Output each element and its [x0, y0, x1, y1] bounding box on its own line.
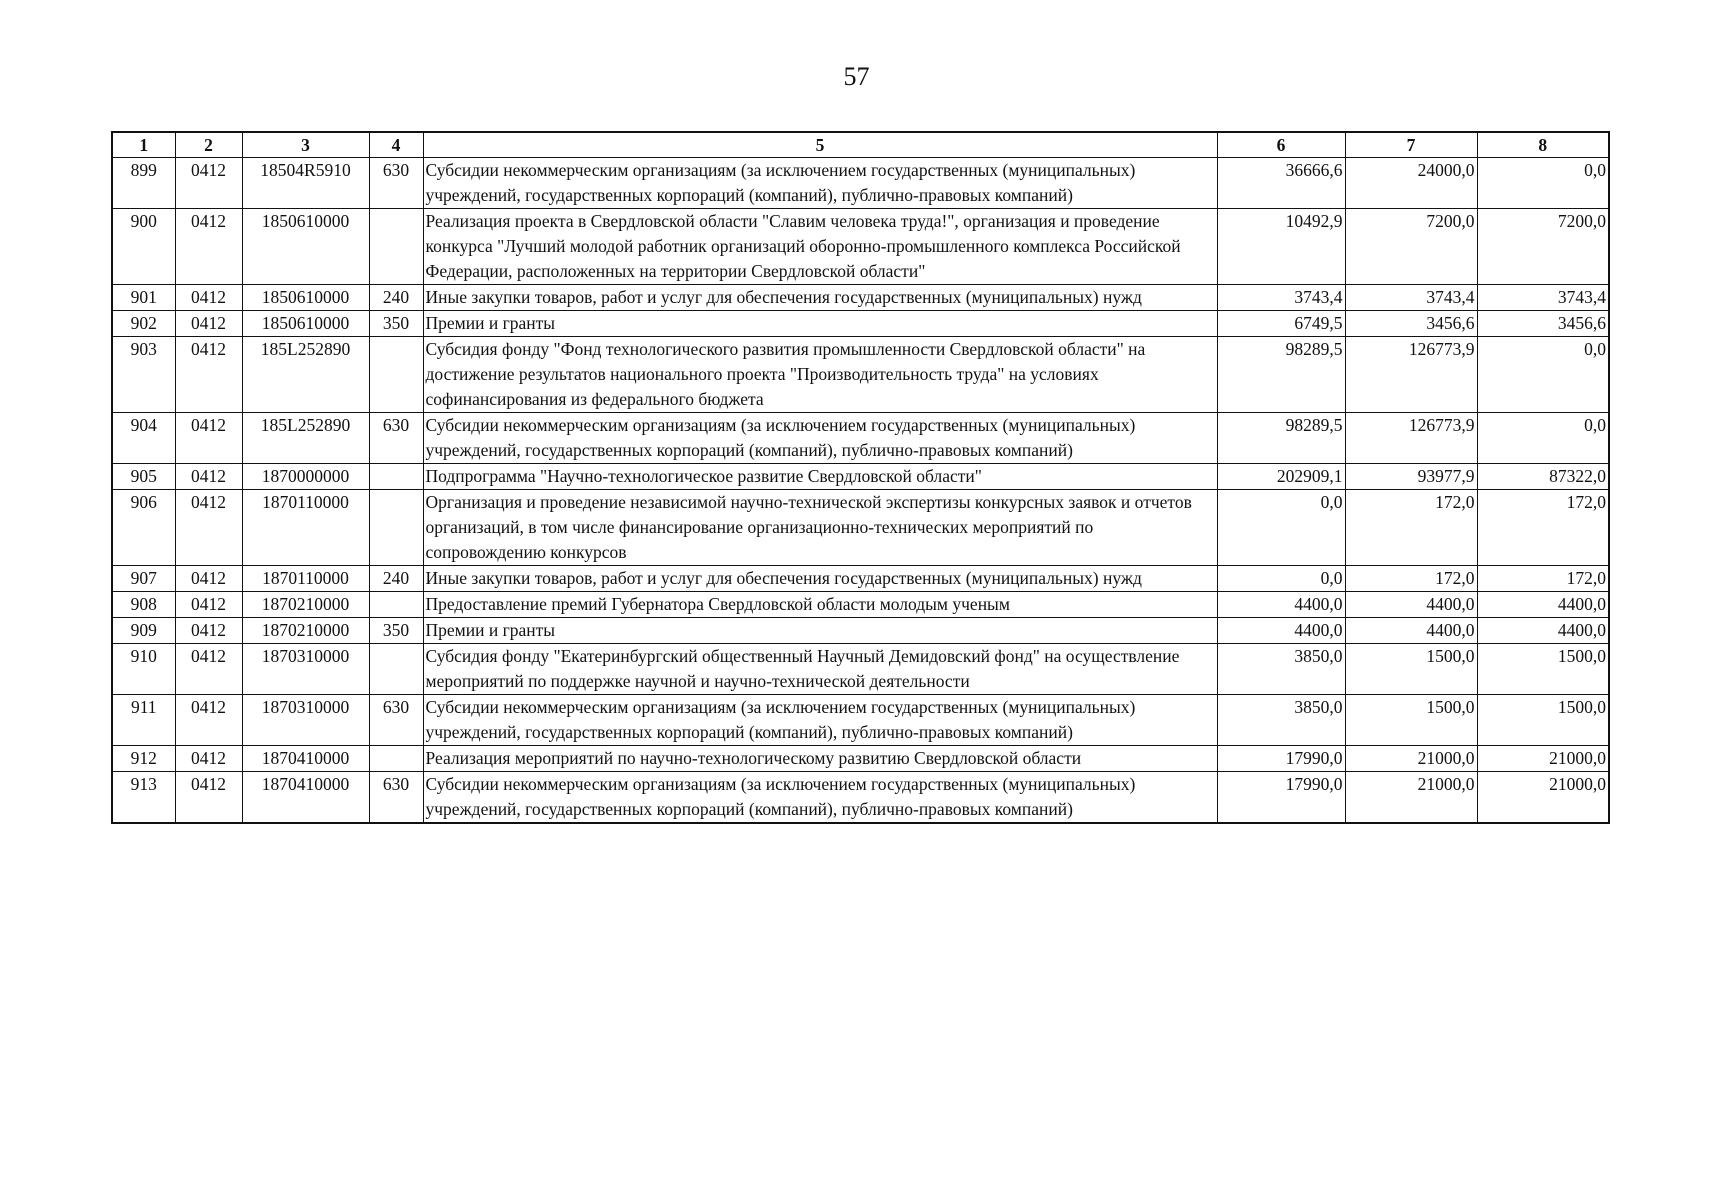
- section-code-cell: 0412: [175, 592, 242, 618]
- amount-col-8-cell: 21000,0: [1477, 772, 1609, 824]
- description-cell: Организация и проведение независимой научно-технической экспертизы конкурсных заявок и отчетов организаций, в том числе финансирование организационно-технических мероприятий по сопровождению конкурсов: [423, 490, 1217, 566]
- row-number-cell: 899: [112, 158, 175, 209]
- section-code-cell: 0412: [175, 644, 242, 695]
- row-number-cell: 904: [112, 413, 175, 464]
- target-article-cell: 1870000000: [242, 464, 369, 490]
- description-cell: Субсидия фонду "Екатеринбургский общественный Научный Демидовский фонд" на осуществление мероприятий по поддержке научной и научно-технической деятельности: [423, 644, 1217, 695]
- row-number-cell: 905: [112, 464, 175, 490]
- amount-col-7-cell: 21000,0: [1345, 772, 1477, 824]
- amount-col-7-cell: 4400,0: [1345, 618, 1477, 644]
- section-code-cell: 0412: [175, 209, 242, 285]
- header-col-7: 7: [1345, 132, 1477, 158]
- amount-col-6-cell: 0,0: [1217, 490, 1345, 566]
- target-article-cell: 1870110000: [242, 566, 369, 592]
- target-article-cell: 1870310000: [242, 644, 369, 695]
- row-number-cell: 911: [112, 695, 175, 746]
- amount-col-7-cell: 3743,4: [1345, 285, 1477, 311]
- amount-col-7-cell: 126773,9: [1345, 337, 1477, 413]
- header-col-2: 2: [175, 132, 242, 158]
- description-cell: Субсидии некоммерческим организациям (за исключением государственных (муниципальных) учреждений, государственных корпораций (компаний), публично-правовых компаний): [423, 772, 1217, 824]
- row-number-cell: 900: [112, 209, 175, 285]
- amount-col-6-cell: 17990,0: [1217, 746, 1345, 772]
- expense-type-cell: 630: [369, 772, 423, 824]
- amount-col-8-cell: 172,0: [1477, 566, 1609, 592]
- expense-type-cell: 240: [369, 566, 423, 592]
- target-article-cell: 18504R5910: [242, 158, 369, 209]
- description-cell: Субсидии некоммерческим организациям (за исключением государственных (муниципальных) учреждений, государственных корпораций (компаний), публично-правовых компаний): [423, 158, 1217, 209]
- amount-col-6-cell: 4400,0: [1217, 592, 1345, 618]
- amount-col-8-cell: 0,0: [1477, 158, 1609, 209]
- amount-col-7-cell: 4400,0: [1345, 592, 1477, 618]
- header-col-1: 1: [112, 132, 175, 158]
- section-code-cell: 0412: [175, 772, 242, 824]
- expense-type-cell: 630: [369, 158, 423, 209]
- amount-col-6-cell: 202909,1: [1217, 464, 1345, 490]
- row-number-cell: 901: [112, 285, 175, 311]
- amount-col-6-cell: 17990,0: [1217, 772, 1345, 824]
- target-article-cell: 185L252890: [242, 413, 369, 464]
- target-article-cell: 1850610000: [242, 311, 369, 337]
- header-col-5: 5: [423, 132, 1217, 158]
- table-row: [112, 592, 1609, 618]
- amount-col-6-cell: 0,0: [1217, 566, 1345, 592]
- table-row: [112, 566, 1609, 592]
- amount-col-6-cell: 98289,5: [1217, 337, 1345, 413]
- row-number-cell: 907: [112, 566, 175, 592]
- section-code-cell: 0412: [175, 618, 242, 644]
- amount-col-6-cell: 3850,0: [1217, 695, 1345, 746]
- section-code-cell: 0412: [175, 490, 242, 566]
- amount-col-7-cell: 172,0: [1345, 490, 1477, 566]
- description-cell: Премии и гранты: [423, 618, 1217, 644]
- amount-col-7-cell: 7200,0: [1345, 209, 1477, 285]
- target-article-cell: 1870210000: [242, 592, 369, 618]
- target-article-cell: 1870410000: [242, 746, 369, 772]
- section-code-cell: 0412: [175, 311, 242, 337]
- description-cell: Реализация мероприятий по научно-технологическому развитию Свердловской области: [423, 746, 1217, 772]
- target-article-cell: 1870110000: [242, 490, 369, 566]
- amount-col-8-cell: 87322,0: [1477, 464, 1609, 490]
- table-row: [112, 311, 1609, 337]
- table-header-row: [112, 132, 1609, 158]
- header-col-4: 4: [369, 132, 423, 158]
- expense-type-cell: [369, 592, 423, 618]
- expense-type-cell: [369, 209, 423, 285]
- section-code-cell: 0412: [175, 158, 242, 209]
- target-article-cell: 1850610000: [242, 209, 369, 285]
- amount-col-8-cell: 4400,0: [1477, 618, 1609, 644]
- description-cell: Предоставление премий Губернатора Свердловской области молодым ученым: [423, 592, 1217, 618]
- amount-col-8-cell: 4400,0: [1477, 592, 1609, 618]
- table-row: [112, 746, 1609, 772]
- amount-col-6-cell: 36666,6: [1217, 158, 1345, 209]
- description-cell: Субсидии некоммерческим организациям (за исключением государственных (муниципальных) учреждений, государственных корпораций (компаний), публично-правовых компаний): [423, 695, 1217, 746]
- description-cell: Премии и гранты: [423, 311, 1217, 337]
- amount-col-6-cell: 4400,0: [1217, 618, 1345, 644]
- row-number-cell: 906: [112, 490, 175, 566]
- expense-type-cell: [369, 644, 423, 695]
- header-col-3: 3: [242, 132, 369, 158]
- expense-type-cell: [369, 746, 423, 772]
- amount-col-8-cell: 0,0: [1477, 413, 1609, 464]
- budget-table: [111, 131, 1610, 824]
- expense-type-cell: 240: [369, 285, 423, 311]
- row-number-cell: 910: [112, 644, 175, 695]
- expense-type-cell: [369, 490, 423, 566]
- section-code-cell: 0412: [175, 746, 242, 772]
- row-number-cell: 902: [112, 311, 175, 337]
- section-code-cell: 0412: [175, 695, 242, 746]
- amount-col-8-cell: 0,0: [1477, 337, 1609, 413]
- table-row: [112, 285, 1609, 311]
- row-number-cell: 912: [112, 746, 175, 772]
- target-article-cell: 1870310000: [242, 695, 369, 746]
- section-code-cell: 0412: [175, 464, 242, 490]
- amount-col-7-cell: 1500,0: [1345, 695, 1477, 746]
- expense-type-cell: [369, 464, 423, 490]
- target-article-cell: 185L252890: [242, 337, 369, 413]
- target-article-cell: 1870210000: [242, 618, 369, 644]
- amount-col-6-cell: 3850,0: [1217, 644, 1345, 695]
- amount-col-7-cell: 126773,9: [1345, 413, 1477, 464]
- table-row: [112, 337, 1609, 413]
- amount-col-8-cell: 1500,0: [1477, 695, 1609, 746]
- amount-col-7-cell: 24000,0: [1345, 158, 1477, 209]
- amount-col-7-cell: 172,0: [1345, 566, 1477, 592]
- amount-col-8-cell: 7200,0: [1477, 209, 1609, 285]
- amount-col-7-cell: 1500,0: [1345, 644, 1477, 695]
- description-cell: Иные закупки товаров, работ и услуг для обеспечения государственных (муниципальных) нужд: [423, 566, 1217, 592]
- description-cell: Реализация проекта в Свердловской области "Славим человека труда!", организация и проведение конкурса "Лучший молодой работник организаций оборонно-промышленного комплекса Российской Федерации, расположенных на территории Свердловской области": [423, 209, 1217, 285]
- table-row: [112, 772, 1609, 824]
- amount-col-6-cell: 6749,5: [1217, 311, 1345, 337]
- amount-col-8-cell: 3456,6: [1477, 311, 1609, 337]
- table-row: [112, 695, 1609, 746]
- row-number-cell: 909: [112, 618, 175, 644]
- description-cell: Субсидии некоммерческим организациям (за исключением государственных (муниципальных) учреждений, государственных корпораций (компаний), публично-правовых компаний): [423, 413, 1217, 464]
- amount-col-6-cell: 3743,4: [1217, 285, 1345, 311]
- row-number-cell: 903: [112, 337, 175, 413]
- table-row: [112, 644, 1609, 695]
- table-row: [112, 464, 1609, 490]
- amount-col-7-cell: 3456,6: [1345, 311, 1477, 337]
- section-code-cell: 0412: [175, 413, 242, 464]
- table-body: [112, 158, 1609, 824]
- section-code-cell: 0412: [175, 566, 242, 592]
- section-code-cell: 0412: [175, 285, 242, 311]
- table-row: [112, 490, 1609, 566]
- expense-type-cell: 630: [369, 413, 423, 464]
- expense-type-cell: 350: [369, 311, 423, 337]
- amount-col-6-cell: 10492,9: [1217, 209, 1345, 285]
- expense-type-cell: 350: [369, 618, 423, 644]
- table-row: [112, 158, 1609, 209]
- table-row: [112, 209, 1609, 285]
- amount-col-8-cell: 1500,0: [1477, 644, 1609, 695]
- row-number-cell: 913: [112, 772, 175, 824]
- expense-type-cell: 630: [369, 695, 423, 746]
- amount-col-8-cell: 172,0: [1477, 490, 1609, 566]
- table-row: [112, 618, 1609, 644]
- amount-col-7-cell: 93977,9: [1345, 464, 1477, 490]
- description-cell: Субсидия фонду "Фонд технологического развития промышленности Свердловской области" на достижение результатов национального проекта "Производительность труда" на условиях софинансирования из федерального бюджета: [423, 337, 1217, 413]
- section-code-cell: 0412: [175, 337, 242, 413]
- row-number-cell: 908: [112, 592, 175, 618]
- table-row: [112, 413, 1609, 464]
- header-col-6: 6: [1217, 132, 1345, 158]
- description-cell: Подпрограмма "Научно-технологическое развитие Свердловской области": [423, 464, 1217, 490]
- amount-col-8-cell: 3743,4: [1477, 285, 1609, 311]
- amount-col-7-cell: 21000,0: [1345, 746, 1477, 772]
- amount-col-8-cell: 21000,0: [1477, 746, 1609, 772]
- expense-type-cell: [369, 337, 423, 413]
- amount-col-6-cell: 98289,5: [1217, 413, 1345, 464]
- header-col-8: 8: [1477, 132, 1609, 158]
- page-number: 57: [843, 62, 870, 91]
- target-article-cell: 1870410000: [242, 772, 369, 824]
- target-article-cell: 1850610000: [242, 285, 369, 311]
- description-cell: Иные закупки товаров, работ и услуг для обеспечения государственных (муниципальных) нужд: [423, 285, 1217, 311]
